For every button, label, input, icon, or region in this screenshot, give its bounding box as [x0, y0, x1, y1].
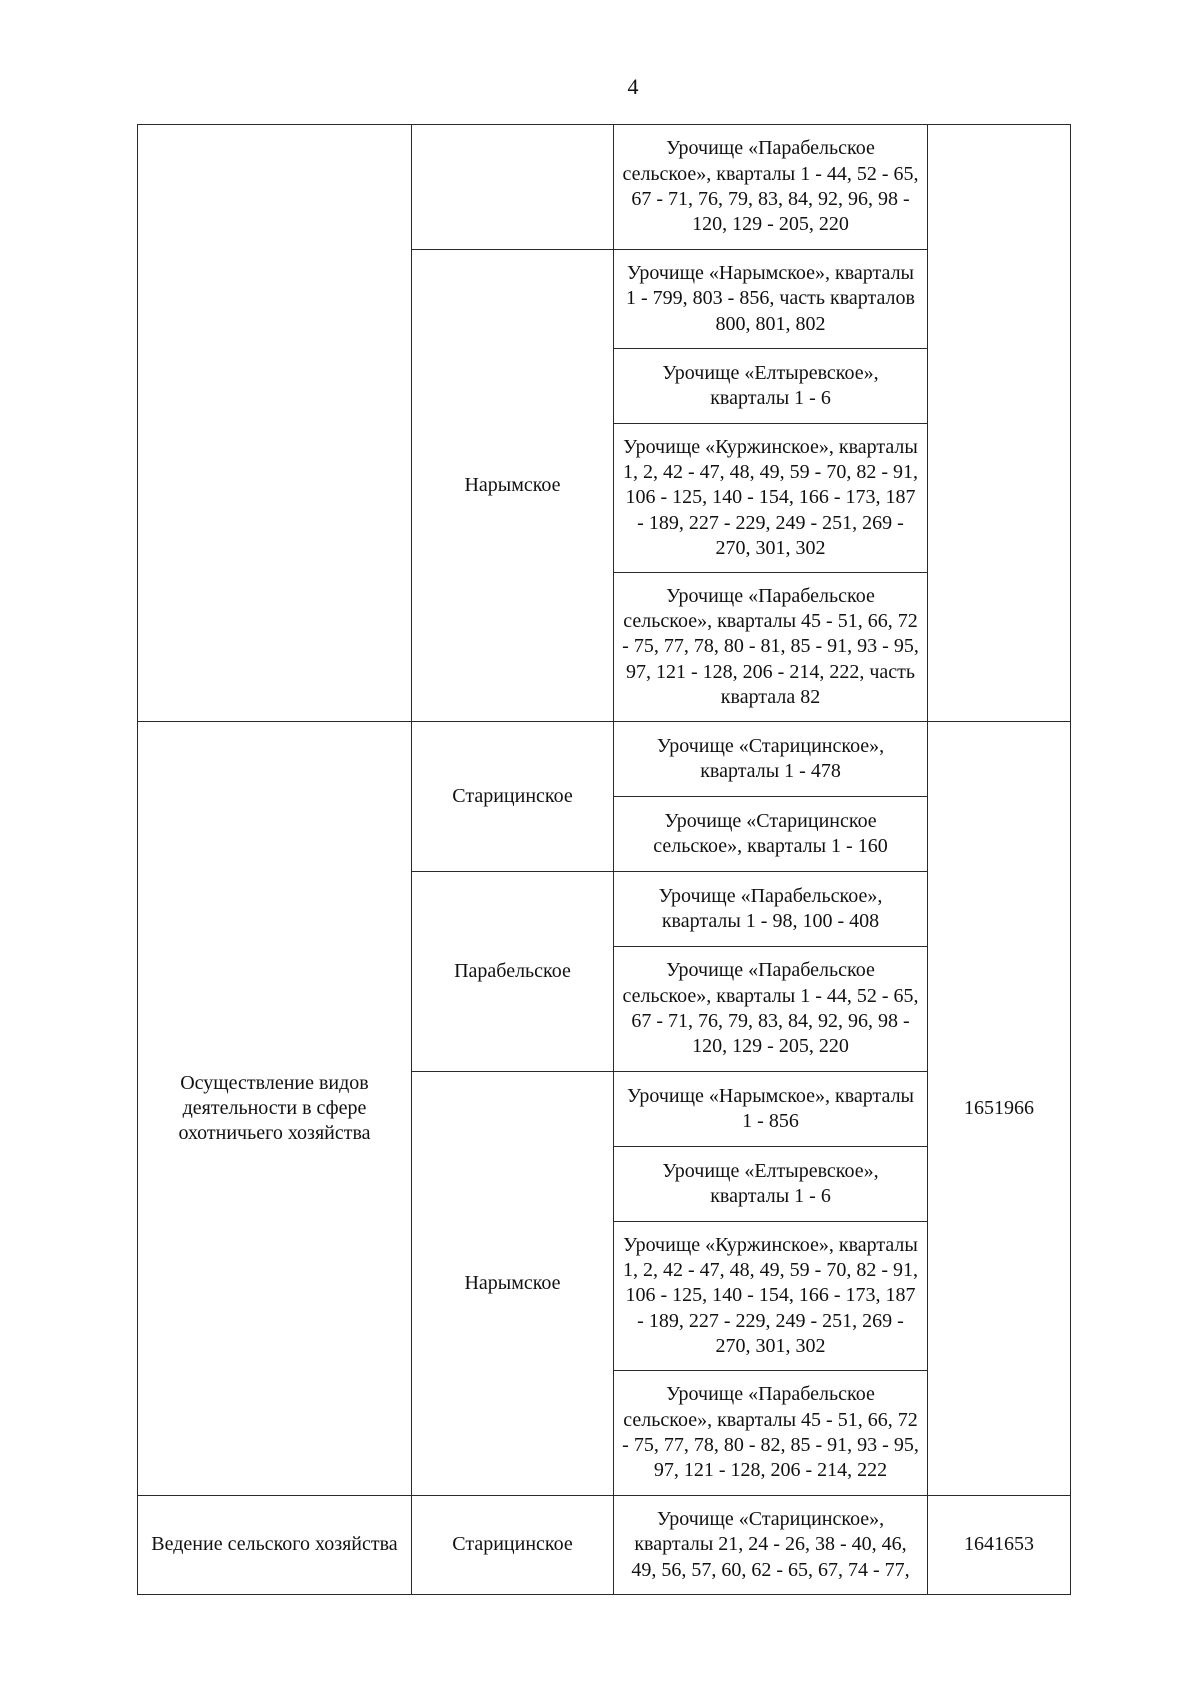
tract-cell: Урочище «Парабельское сельское», кварталы 1 - 44, 52 - 65, 67 - 71, 76, 79, 83, 84, 92, 96, 98 - 120, 129 - 205, 220 — [614, 947, 928, 1072]
tract-cell: Урочище «Куржинское», кварталы 1, 2, 42 - 47, 48, 49, 59 - 70, 82 - 91, 106 - 125, 140 - 154, 166 - 173, 187 - 189, 227 - 229, 249 - 251, 269 - 270, 301, 302 — [614, 1222, 928, 1371]
table-row — [138, 125, 1071, 250]
purpose-cell: Ведение сельского хозяйства — [138, 1496, 412, 1595]
purpose-cell: Осуществление видов деятельности в сфере охотничьего хозяйства — [138, 722, 412, 1496]
area-cell — [928, 125, 1071, 722]
tract-cell: Урочище «Елтыревское», кварталы 1 - 6 — [614, 1147, 928, 1222]
land-use-table — [137, 124, 1071, 1595]
purpose-cell — [138, 125, 412, 722]
tract-cell: Урочище «Старицинское сельское», кварталы 1 - 160 — [614, 797, 928, 872]
page-number: 4 — [627, 74, 639, 99]
tract-cell: Урочище «Нарымское», кварталы 1 - 799, 803 - 856, часть кварталов 800, 801, 802 — [614, 250, 928, 349]
settlement-cell: Нарымское — [412, 250, 614, 722]
settlement-cell: Парабельское — [412, 872, 614, 1072]
tract-cell: Урочище «Парабельское сельское», кварталы 1 - 44, 52 - 65, 67 - 71, 76, 79, 83, 84, 92, 96, 98 - 120, 129 - 205, 220 — [614, 125, 928, 250]
table-row — [138, 722, 1071, 797]
area-cell: 1651966 — [928, 722, 1071, 1496]
tract-cell: Урочище «Старицинское», кварталы 1 - 478 — [614, 722, 928, 797]
settlement-cell: Старицинское — [412, 1496, 614, 1595]
settlement-cell — [412, 125, 614, 250]
settlement-cell: Старицинское — [412, 722, 614, 872]
tract-cell: Урочище «Парабельское», кварталы 1 - 98, 100 - 408 — [614, 872, 928, 947]
settlement-cell: Нарымское — [412, 1072, 614, 1496]
tract-cell: Урочище «Старицинское», кварталы 21, 24 - 26, 38 - 40, 46, 49, 56, 57, 60, 62 - 65, 67, 74 - 77, — [614, 1496, 928, 1595]
table-row — [138, 1496, 1071, 1595]
tract-cell: Урочище «Парабельское сельское», кварталы 45 - 51, 66, 72 - 75, 77, 78, 80 - 82, 85 - 91, 93 - 95, 97, 121 - 128, 206 - 214, 222 — [614, 1371, 928, 1496]
tract-cell: Урочище «Нарымское», кварталы 1 - 856 — [614, 1072, 928, 1147]
area-cell: 1641653 — [928, 1496, 1071, 1595]
tract-cell: Урочище «Елтыревское», кварталы 1 - 6 — [614, 349, 928, 424]
tract-cell: Урочище «Парабельское сельское», кварталы 45 - 51, 66, 72 - 75, 77, 78, 80 - 81, 85 - 91, 93 - 95, 97, 121 - 128, 206 - 214, 222, часть квартала 82 — [614, 573, 928, 722]
tract-cell: Урочище «Куржинское», кварталы 1, 2, 42 - 47, 48, 49, 59 - 70, 82 - 91, 106 - 125, 140 - 154, 166 - 173, 187 - 189, 227 - 229, 249 - 251, 269 - 270, 301, 302 — [614, 424, 928, 573]
